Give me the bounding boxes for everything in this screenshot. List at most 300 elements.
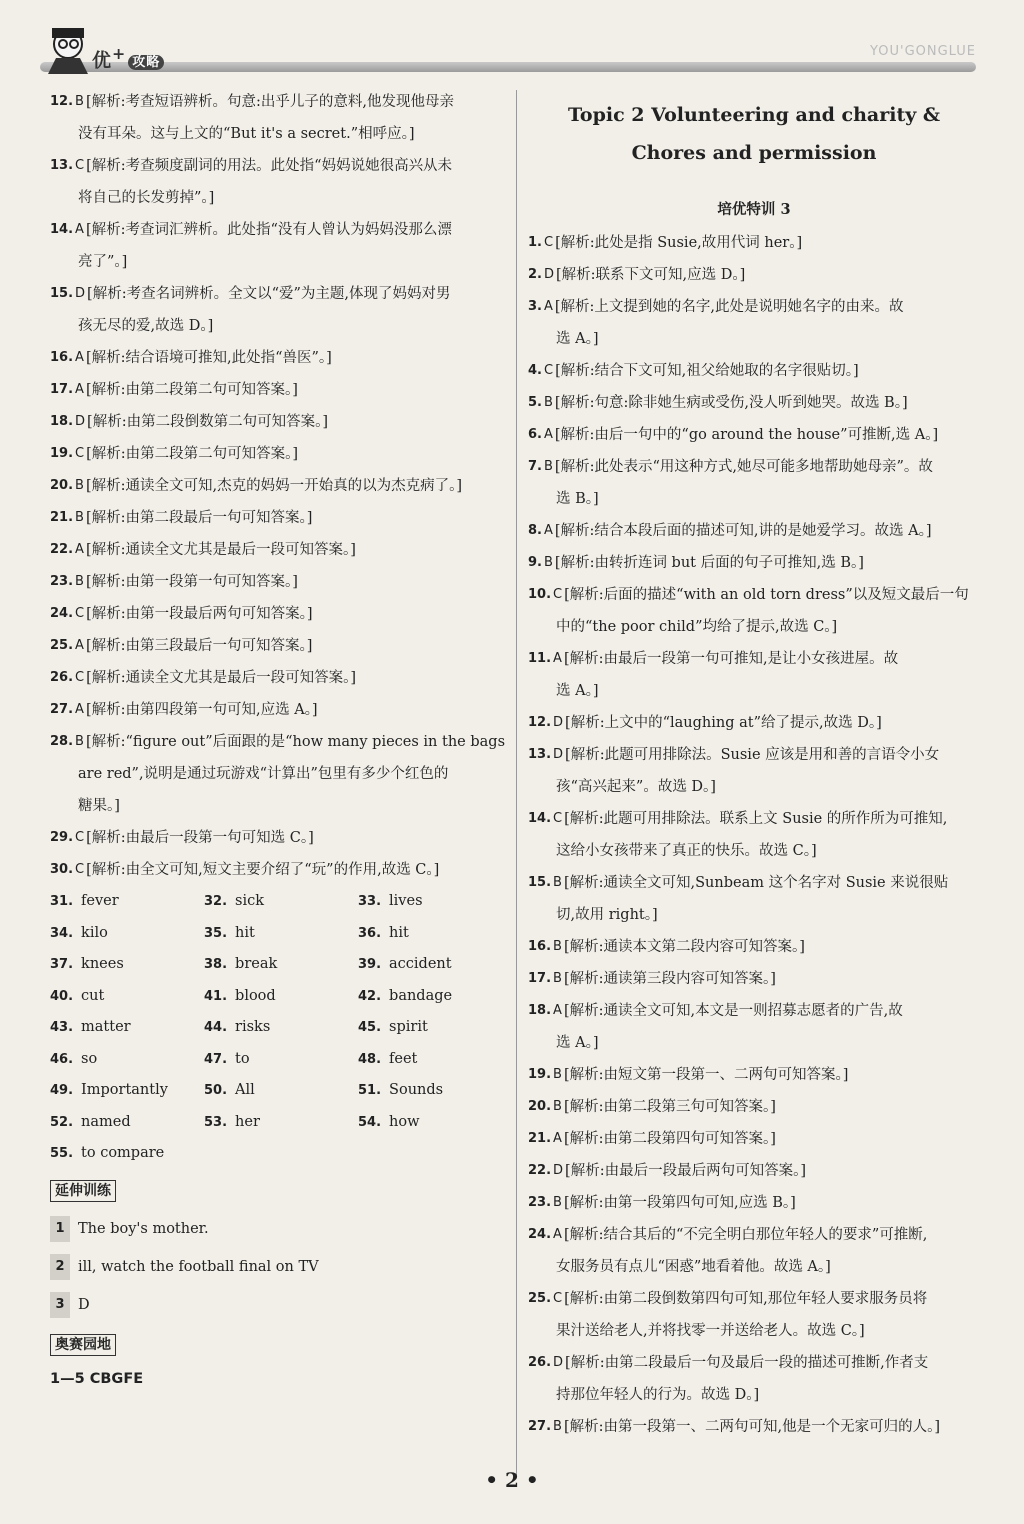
answer-item [50,470,510,502]
explanation-text: [解析:由第一段第四句可知,应选 B。] [563,1195,796,1211]
page-number: • 2 • [485,1468,539,1492]
explanation-continuation: 切,故用 right。] [556,907,658,923]
answer-letter: B [553,939,562,954]
answer-letter: D [75,286,86,301]
answer-letter: D [553,715,564,730]
explanation-text: [解析:由最后一段第一句可知选 C。] [86,830,314,846]
item-number: 12. [50,94,74,109]
item-number: 15. [528,875,552,890]
answer-item [528,1411,980,1443]
word-answer [358,1044,512,1076]
answer-item [528,1219,980,1283]
word-number: 43. [50,1020,74,1035]
answer-item [50,406,510,438]
answer-item [528,1059,980,1091]
answer-letter: C [543,235,554,250]
word-answer [204,949,358,981]
answer-letter: A [553,651,562,666]
word-text: lives [389,893,423,909]
word-text: knees [81,956,124,972]
explanation-text: [解析:通读全文尤其是最后一段可知答案。] [85,542,356,558]
answer-item [50,86,510,150]
explanation-text: [解析:由第一段最后两句可知答案。] [86,606,313,622]
word-answer-grid [50,886,510,1170]
answer-item [528,931,980,963]
word-number: 32. [204,894,228,909]
word-number: 47. [204,1051,228,1067]
explanation-text: [解析:此处是指 Susie,故用代词 her。] [555,235,803,251]
extension-number: 3 [50,1292,70,1318]
explanation-continuation: 选 A。] [556,1035,599,1051]
explanation-text: [解析:通读本文第二段内容可知答案。] [563,939,805,955]
answer-letter: B [553,875,562,890]
answer-letter: C [75,606,85,621]
extension-item [50,1210,510,1248]
item-number: 26. [50,670,74,685]
word-text: cut [81,987,105,1004]
item-number: 23. [50,574,74,589]
word-answer [358,1107,512,1139]
word-text: hit [235,924,255,941]
item-number: 10. [528,587,552,602]
item-number: 23. [528,1195,552,1210]
word-text: named [81,1113,131,1130]
answer-letter: B [75,478,84,493]
word-answer [50,1138,204,1170]
item-number: 25. [50,638,74,653]
word-number: 35. [204,925,228,941]
answer-item [50,534,510,566]
answer-letter: C [553,587,563,602]
answer-item [528,739,980,803]
answer-letter: A [75,702,84,717]
word-text: hit [389,924,409,941]
item-number: 3. [528,299,542,314]
word-text: Importantly [81,1082,168,1098]
column-divider [516,90,517,1475]
explanation-text: [解析:考查名词辨析。全文以“爱”为主题,体现了妈妈对男 [87,286,451,302]
word-number: 51. [358,1083,382,1098]
answer-letter: B [543,395,553,410]
answer-letter: C [553,811,563,826]
word-answer [50,1075,204,1107]
answer-item [528,963,980,995]
extension-title: 延伸训练 [50,1180,116,1202]
item-number: 25. [528,1291,552,1306]
item-number: 13. [528,747,552,762]
explanation-text: [解析:“figure out”后面跟的是“how many pieces in the bags [85,734,506,750]
item-number: 18. [528,1003,552,1018]
answer-item [528,1187,980,1219]
extension-number: 1 [50,1216,70,1242]
answer-letter: C [543,363,554,378]
answer-item [50,502,510,534]
item-number: 6. [528,427,542,442]
word-number: 55. [50,1146,74,1161]
answer-letter: B [543,555,553,570]
item-number: 29. [50,830,74,845]
word-number: 53. [204,1114,228,1130]
word-text: accident [389,956,452,972]
word-number: 34. [50,925,74,941]
item-number: 27. [528,1419,552,1434]
word-text: to [235,1050,250,1067]
explanation-text: [解析:上文中的“laughing at”给了提示,故选 D。] [565,715,882,731]
word-answer [358,949,512,981]
explanation-text: [解析:句意:除非她生病或受伤,没人听到她哭。故选 B。] [554,395,908,411]
item-number: 14. [50,222,74,237]
answer-item [528,547,980,579]
olympiad-title: 奥赛园地 [50,1334,116,1356]
word-answer [358,1075,512,1107]
word-answer [358,886,512,918]
explanation-text: [解析:由后一句中的“go around the house”可推断,选 A。] [554,427,939,443]
word-text: break [235,956,278,972]
answer-item [50,694,510,726]
answer-letter: D [543,267,554,282]
answer-letter: A [543,523,553,538]
answer-letter: C [75,158,85,173]
answer-letter: B [553,1099,562,1114]
left-column [50,86,510,1394]
explanation-text: [解析:结合其后的“不完全明白那位年轻人的要求”可推断, [563,1227,928,1243]
explanation-continuation: 女服务员有点儿“困惑”地看着他。故选 A。] [556,1259,831,1275]
extension-text: ill, watch the football final on TV [78,1258,319,1275]
answer-item [528,1155,980,1187]
word-text: risks [235,1019,271,1035]
explanation-text: [解析:由转折连词 but 后面的句子可推知,选 B。] [554,555,864,571]
answer-item [528,387,980,419]
answer-item [50,214,510,278]
item-number: 11. [528,651,552,666]
extension-item [50,1248,510,1286]
word-number: 44. [204,1020,228,1035]
answer-item [528,227,980,259]
answer-letter: D [553,1355,564,1370]
word-text: spirit [389,1019,428,1035]
word-text: to compare [81,1145,165,1161]
word-answer [50,1107,204,1139]
word-number: 45. [358,1020,382,1035]
word-answer [204,918,358,950]
answer-letter: C [75,670,85,685]
answer-letter: A [75,222,84,237]
brand-english: YOU'GONGLUE [870,44,976,59]
answer-item [528,1283,980,1347]
explanation-text: [解析:由第二段第二句可知答案。] [85,382,298,398]
answer-item [50,438,510,470]
word-answer [50,886,204,918]
item-number: 27. [50,702,74,717]
explanation-text: [解析:由全文可知,短文主要介绍了“玩”的作用,故选 C。] [86,862,440,878]
item-number: 13. [50,158,74,173]
answer-letter: A [75,638,84,653]
explanation-text: [解析:考查频度副词的用法。此处指“妈妈说她很高兴从未 [86,158,453,174]
explanation-text: [解析:由最后一段第一句可推知,是让小女孩进屋。故 [563,651,899,667]
item-number: 1. [528,235,542,250]
item-number: 15. [50,286,74,301]
item-number: 7. [528,459,542,474]
answer-item [50,822,510,854]
word-answer [204,1107,358,1139]
explanation-text: [解析:通读全文可知,Sunbeam 这个名字对 Susie 来说很贴 [563,875,949,891]
item-number: 4. [528,363,542,378]
answer-item [528,867,980,931]
answer-letter: C [553,1291,563,1306]
answer-letter: B [75,94,84,109]
explanation-continuation: 没有耳朵。这与上文的“But it's a secret.”相呼应。] [78,126,415,142]
answer-item [50,278,510,342]
item-number: 21. [50,510,74,525]
word-text: her [235,1113,260,1130]
explanation-text: [解析:此处表示“用这种方式,她尽可能多地帮助她母亲”。故 [554,459,933,475]
topic-title-line2: Chores and permission [631,142,877,164]
answer-letter: A [75,542,84,557]
item-number: 12. [528,715,552,730]
answer-letter: D [75,414,86,429]
extension-number: 2 [50,1254,70,1280]
explanation-continuation: 中的“the poor child”均给了提示,故选 C。] [556,619,838,635]
item-number: 16. [528,939,552,954]
item-number: 19. [50,446,74,461]
answer-item [528,995,980,1059]
explanation-text: [解析:由第二段最后一句可知答案。] [85,510,313,526]
explanation-text: [解析:考查词汇辨析。此处指“没有人曾认为妈妈没那么漂 [85,222,452,238]
word-text: kilo [81,924,108,941]
word-number: 31. [50,894,74,909]
training-title: 培优特训 3 [717,201,791,218]
explanation-text: [解析:由第四段第一句可知,应选 A。] [85,702,318,718]
item-number: 28. [50,734,74,749]
word-number: 54. [358,1114,382,1130]
answer-item [528,355,980,387]
answer-letter: A [543,299,553,314]
word-number: 41. [204,988,228,1004]
answer-letter: B [553,1195,562,1210]
brand-title: 优+ 攻略 [92,44,164,72]
word-text: feet [389,1050,418,1067]
explanation-text: [解析:通读全文尤其是最后一段可知答案。] [86,670,357,686]
word-answer [50,1012,204,1044]
word-number: 48. [358,1051,382,1067]
answer-item [528,1123,980,1155]
explanation-text: [解析:结合下文可知,祖父给她取的名字很贴切。] [555,363,859,379]
answer-letter: A [75,382,84,397]
answer-item [50,342,510,374]
item-number: 17. [528,971,552,986]
explanation-text: [解析:结合本段后面的描述可知,讲的是她爱学习。故选 A。] [554,523,932,539]
word-text: matter [81,1019,131,1035]
word-text: Sounds [389,1082,444,1098]
explanation-text: [解析:上文提到她的名字,此处是说明她名字的由来。故 [554,299,904,315]
item-number: 26. [528,1355,552,1370]
word-answer [358,1012,512,1044]
explanation-continuation: are red”,说明是通过玩游戏“计算出”包里有多少个红色的 [78,766,449,782]
word-number: 38. [204,957,228,972]
item-number: 20. [50,478,74,493]
explanation-text: [解析:由第二段第三句可知答案。] [563,1099,776,1115]
answer-item [528,451,980,515]
extension-item [50,1286,510,1324]
item-number: 19. [528,1067,552,1082]
item-number: 5. [528,395,542,410]
item-number: 2. [528,267,542,282]
explanation-text: [解析:由最后一段最后两句可知答案。] [565,1163,806,1179]
explanation-text: [解析:此题可用排除法。Susie 应该是用和善的言语令小女 [565,747,940,763]
answer-item [50,662,510,694]
word-answer [204,1075,358,1107]
answer-letter: B [553,1419,562,1434]
extension-text: The boy's mother. [78,1220,209,1237]
answer-letter: B [543,459,553,474]
explanation-continuation: 亮了”。] [78,254,128,270]
word-text: All [235,1082,255,1098]
answer-letter: B [75,510,84,525]
word-text: so [81,1050,98,1067]
word-answer [204,1044,358,1076]
answer-item [528,515,980,547]
answer-item [528,1091,980,1123]
word-text: sick [235,893,265,909]
explanation-continuation: 选 A。] [556,331,599,347]
word-text: blood [235,987,276,1004]
explanation-continuation: 选 A。] [556,683,599,699]
explanation-text: [解析:联系下文可知,应选 D。] [556,267,746,283]
item-number: 8. [528,523,542,538]
olympiad-answer: 1—5 CBGFE [50,1370,144,1387]
answer-item [50,598,510,630]
right-answer-list [528,227,980,1443]
answer-item [50,726,510,822]
answer-letter: B [553,971,562,986]
explanation-text: [解析:由第二段第四句可知答案。] [563,1131,776,1147]
word-number: 52. [50,1114,74,1130]
answer-item [528,259,980,291]
answer-item [50,566,510,598]
word-text: fever [81,893,119,909]
word-answer [204,886,358,918]
item-number: 17. [50,382,74,397]
word-number: 42. [358,988,382,1004]
explanation-text: [解析:由第二段第二句可知答案。] [86,446,299,462]
explanation-continuation: 这给小女孩带来了真正的快乐。故选 C。] [556,843,817,859]
word-text: bandage [389,987,453,1004]
word-number: 39. [358,957,382,972]
word-number: 49. [50,1083,74,1098]
right-column [528,96,980,1443]
item-number: 24. [50,606,74,621]
answer-letter: A [553,1131,562,1146]
answer-letter: A [553,1003,562,1018]
explanation-text: [解析:通读第三段内容可知答案。] [563,971,776,987]
answer-letter: C [75,830,85,845]
answer-item [50,630,510,662]
item-number: 20. [528,1099,552,1114]
word-number: 40. [50,988,74,1004]
answer-item [50,854,510,886]
explanation-text: [解析:结合语境可推知,此处指“兽医”。] [85,350,332,366]
explanation-text: [解析:考查短语辨析。句意:出乎儿子的意料,他发现他母亲 [85,94,454,110]
answer-item [528,803,980,867]
extension-list [50,1210,510,1324]
explanation-continuation: 持那位年轻人的行为。故选 D。] [556,1387,760,1403]
explanation-text: [解析:由第一段第一句可知答案。] [85,574,298,590]
word-number: 36. [358,925,382,941]
explanation-continuation: 孩“高兴起来”。故选 D。] [556,779,716,795]
answer-item [528,643,980,707]
explanation-continuation: 孩无尽的爱,故选 D。] [78,318,214,334]
answer-letter: C [75,862,85,877]
word-answer [50,949,204,981]
explanation-text: [解析:通读全文可知,杰克的妈妈一开始真的以为杰克病了。] [85,478,463,494]
explanation-continuation: 糖果。] [78,798,120,814]
item-number: 22. [528,1163,552,1178]
answer-item [528,419,980,451]
word-answer [204,1012,358,1044]
word-text: how [389,1113,420,1130]
word-number: 46. [50,1051,74,1067]
word-number: 37. [50,957,74,972]
topic-title-line1: Topic 2 Volunteering and charity & [567,104,941,126]
answer-letter: A [543,427,553,442]
extension-text: D [78,1296,90,1313]
explanation-text: [解析:由第二段倒数第四句可知,那位年轻人要求服务员将 [564,1291,928,1307]
answer-letter: C [75,446,85,461]
answer-letter: D [553,747,564,762]
explanation-text: [解析:由第一段第一、二两句可知,他是一个无家可归的人。] [563,1419,941,1435]
word-answer [204,981,358,1013]
item-number: 14. [528,811,552,826]
explanation-text: [解析:后面的描述“with an old torn dress”以及短文最后一句 [564,587,969,603]
answer-letter: B [75,574,84,589]
word-answer [50,1044,204,1076]
word-answer [50,918,204,950]
answer-letter: B [553,1067,562,1082]
item-number: 22. [50,542,74,557]
word-answer [358,918,512,950]
explanation-text: [解析:由第二段最后一句及最后一段的描述可推断,作者支 [565,1355,929,1371]
item-number: 21. [528,1131,552,1146]
left-answer-list [50,86,510,886]
answer-item [528,291,980,355]
explanation-text: [解析:此题可用排除法。联系上文 Susie 的所作所为可推知, [564,811,948,827]
answer-letter: B [75,734,84,749]
item-number: 30. [50,862,74,877]
answer-item [50,374,510,406]
item-number: 9. [528,555,542,570]
explanation-text: [解析:由短文第一段第一、二两句可知答案。] [563,1067,849,1083]
answer-letter: D [553,1163,564,1178]
explanation-continuation: 将自己的长发剪掉”。] [78,190,215,206]
word-number: 33. [358,894,382,909]
answer-item [528,707,980,739]
answer-letter: A [553,1227,562,1242]
answer-item [528,579,980,643]
word-answer [50,981,204,1013]
item-number: 18. [50,414,74,429]
explanation-continuation: 选 B。] [556,491,599,507]
answer-item [528,1347,980,1411]
answer-item [50,150,510,214]
answer-letter: A [75,350,84,365]
item-number: 16. [50,350,74,365]
explanation-text: [解析:由第三段最后一句可知答案。] [85,638,313,654]
word-number: 50. [204,1083,228,1098]
explanation-text: [解析:由第二段倒数第二句可知答案。] [87,414,328,430]
item-number: 24. [528,1227,552,1242]
explanation-text: [解析:通读全文可知,本文是一则招募志愿者的广告,故 [563,1003,903,1019]
explanation-continuation: 果汁送给老人,并将找零一并送给老人。故选 C。] [556,1323,865,1339]
